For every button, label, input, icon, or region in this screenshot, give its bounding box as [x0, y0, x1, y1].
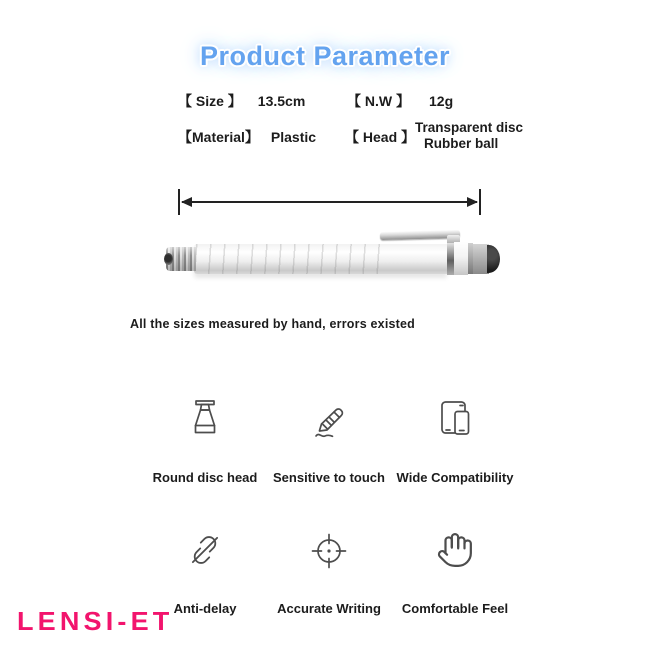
- dimension-end-bar-right: [479, 189, 481, 215]
- feature-comfortable-feel: [380, 531, 530, 616]
- stylus-pen-image: [166, 234, 500, 286]
- broken-link-icon: [186, 531, 224, 578]
- crosshair-icon: [309, 531, 349, 578]
- param-material-label: 【Material】: [178, 129, 259, 145]
- param-size-label: 【 Size 】: [178, 93, 242, 109]
- param-head-value: [415, 120, 523, 152]
- param-nw-label: 【 N.W 】: [347, 93, 410, 109]
- feature-wide-compatibility: [380, 399, 530, 485]
- param-material-value: Plastic: [270, 129, 317, 145]
- arrow-left-icon: [181, 197, 192, 207]
- pen-chrome-ring: [447, 243, 454, 275]
- param-head-label: 【 Head 】: [345, 129, 416, 145]
- param-head-value-line2: Rubber ball: [424, 136, 499, 151]
- measurement-note: All the sizes measured by hand, errors existed: [130, 317, 415, 331]
- pen-ribbed-grip: [196, 244, 390, 274]
- param-head-value-line1: Transparent disc: [415, 120, 524, 135]
- feature-label: Comfortable Feel: [401, 601, 509, 616]
- feature-label: Round disc head: [152, 470, 258, 485]
- pen-rubber-dome: [487, 245, 500, 273]
- hand-icon: [436, 531, 474, 578]
- param-head: [345, 127, 415, 147]
- param-size: [178, 91, 305, 111]
- feature-label: Sensitive to touch: [273, 470, 385, 485]
- feature-label: Wide Compatibility: [396, 470, 514, 485]
- pen-white-band: [454, 242, 468, 275]
- dimension-end-bar-left: [178, 189, 180, 215]
- dimension-line: [178, 189, 481, 215]
- tablet-phone-icon: [435, 399, 475, 447]
- feature-label: Accurate Writing: [277, 601, 381, 616]
- feature-label: Anti-delay: [173, 601, 237, 616]
- pencil-writing-icon: [308, 399, 350, 447]
- pen-disc-holder-hole: [164, 253, 173, 265]
- param-size-value: 13.5cm: [257, 93, 306, 109]
- arrow-right-icon: [467, 197, 478, 207]
- param-nw-value: 12g: [429, 93, 454, 109]
- page-title: Product Parameter: [199, 41, 451, 71]
- brand-logo: LENSI-ET: [17, 606, 174, 636]
- dimension-line-rule: [182, 201, 477, 203]
- disc-head-icon: [185, 399, 225, 447]
- param-nw: [347, 91, 453, 111]
- param-material: [178, 127, 316, 147]
